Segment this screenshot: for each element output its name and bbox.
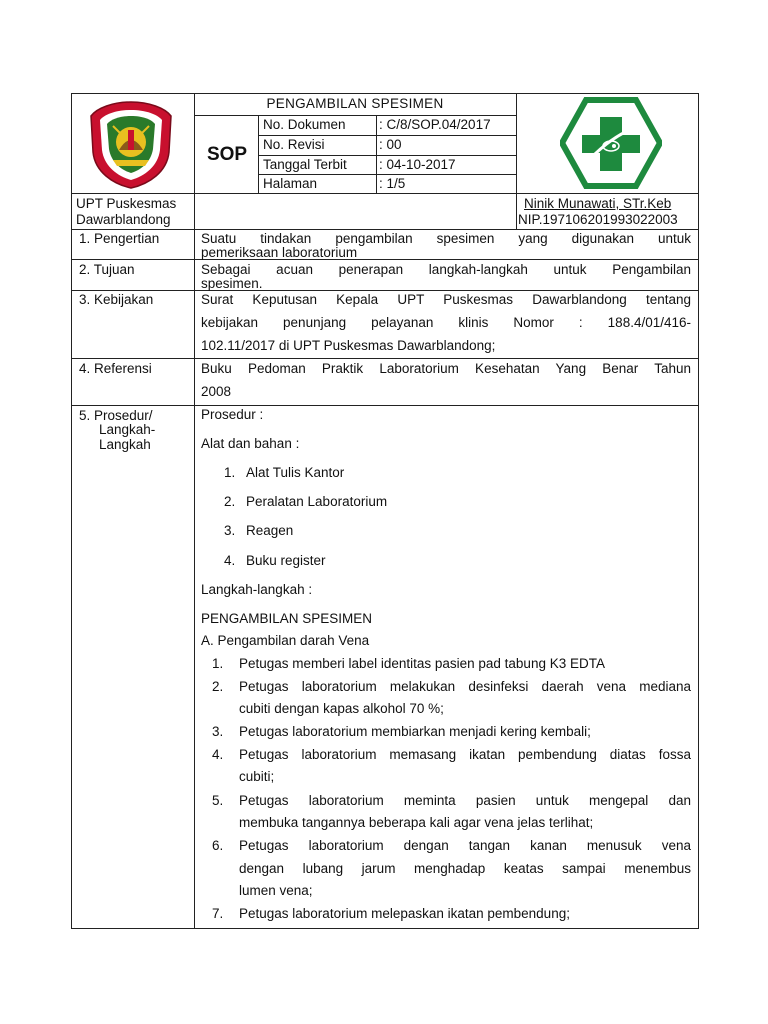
- tools-number: 4.: [224, 553, 236, 568]
- tools-heading: Alat dan bahan :: [201, 436, 300, 451]
- meta-label-no-dokumen: No. Dokumen: [263, 117, 346, 132]
- meta-label-halaman: Halaman: [263, 176, 318, 191]
- row-divider: [71, 229, 699, 230]
- row-divider: [71, 405, 699, 406]
- meta-value-no-revisi: : 00: [379, 137, 402, 152]
- step-number: 5.: [212, 793, 224, 808]
- tools-number: 3.: [224, 523, 236, 538]
- referensi-text-line2: 2008: [201, 384, 232, 399]
- meta-value-halaman: : 1/5: [379, 176, 406, 191]
- column-divider-meta: [376, 115, 377, 193]
- row-divider: [71, 358, 699, 359]
- table-border-left: [71, 93, 72, 929]
- section-label-prosedur: 5. Prosedur/: [79, 408, 153, 423]
- header-divider: [71, 193, 699, 194]
- step-7-text: Petugas laboratorium melepaskan ikatan pembendung;: [239, 906, 570, 921]
- meta-row-line: [258, 135, 516, 136]
- step-2-text-line2: cubiti dengan kapas alkohol 70 %;: [239, 701, 444, 716]
- step-number: 4.: [212, 747, 224, 762]
- column-divider-sign: [516, 93, 517, 229]
- meta-value-no-dokumen: : C/8/SOP.04/2017: [379, 117, 491, 132]
- step-number: 6.: [212, 838, 224, 853]
- regency-coat-of-arms-icon: [89, 100, 173, 190]
- step-6-text-line1: Petugas laboratorium dengan tangan kanan menusuk vena: [239, 838, 691, 853]
- column-divider-label: [194, 93, 195, 929]
- step-6-text-line3: lumen vena;: [239, 883, 313, 898]
- puskesmas-green-cross-icon: [560, 97, 662, 189]
- step-3-text: Petugas laboratorium membiarkan menjadi kering kembali;: [239, 724, 591, 739]
- meta-label-tanggal-terbit: Tanggal Terbit: [263, 157, 347, 172]
- procedure-subtitle: PENGAMBILAN SPESIMEN: [201, 611, 373, 626]
- signatory-name: Ninik Munawati, STr.Keb: [524, 196, 672, 211]
- section-label-referensi: 4. Referensi: [79, 361, 152, 376]
- meta-label-no-revisi: No. Revisi: [263, 137, 325, 152]
- section-label-prosedur-3: Langkah: [99, 437, 151, 452]
- step-number: 2.: [212, 679, 224, 694]
- tools-item: Reagen: [246, 523, 294, 538]
- step-number: 3.: [212, 724, 224, 739]
- meta-row-line: [258, 174, 516, 175]
- step-6-text-line2: dengan lubang jarum menghadap keatas sampai menembus: [239, 861, 691, 876]
- row-divider: [71, 290, 699, 291]
- section-label-tujuan: 2. Tujuan: [79, 262, 135, 277]
- meta-row-line: [258, 155, 516, 156]
- meta-value-tanggal-terbit: : 04-10-2017: [379, 157, 456, 172]
- step-5-text-line2: membuka tangannya beberapa kali agar vena jelas terlihat;: [239, 815, 594, 830]
- pengertian-text-line1: Suatu tindakan pengambilan spesimen yang digunakan untuk: [201, 231, 691, 246]
- step-2-text-line1: Petugas laboratorium melakukan desinfeksi daerah vena mediana: [239, 679, 691, 694]
- step-4-text-line1: Petugas laboratorium memasang ikatan pembendung diatas fossa: [239, 747, 691, 762]
- step-5-text-line1: Petugas laboratorium meminta pasien untuk mengepal dan: [239, 793, 691, 808]
- kebijakan-text-line2: kebijakan penunjang pelayanan klinis Nomor : 188.4/01/416-: [201, 315, 691, 330]
- tools-item: Alat Tulis Kantor: [246, 465, 345, 480]
- step-number: 1.: [212, 656, 224, 671]
- tujuan-text-line2: spesimen.: [201, 276, 263, 291]
- pengertian-text-line2: pemeriksaan laboratorium: [201, 245, 358, 260]
- title-underline: [194, 115, 516, 116]
- column-divider-sop: [258, 115, 259, 193]
- org-name-line1: UPT Puskesmas: [76, 196, 177, 211]
- step-4-text-line2: cubiti;: [239, 769, 275, 784]
- tujuan-text-line1: Sebagai acuan penerapan langkah-langkah untuk Pengambilan: [201, 262, 691, 277]
- kebijakan-text-line1: Surat Keputusan Kepala UPT Puskesmas Dawarblandong tentang: [201, 292, 691, 307]
- tools-number: 1.: [224, 465, 236, 480]
- step-number: 7.: [212, 906, 224, 921]
- referensi-text-line1: Buku Pedoman Praktik Laboratorium Kesehatan Yang Benar Tahun: [201, 361, 691, 376]
- tools-item: Buku register: [246, 553, 326, 568]
- signatory-nip: NIP.197106201993022003: [518, 212, 678, 227]
- tools-item: Peralatan Laboratorium: [246, 494, 388, 509]
- row-divider: [71, 259, 699, 260]
- tools-number: 2.: [224, 494, 236, 509]
- org-name-line2: Dawarblandong: [76, 212, 171, 227]
- table-border-right: [698, 93, 699, 929]
- sop-label: SOP: [206, 144, 248, 165]
- section-label-kebijakan: 3. Kebijakan: [79, 292, 154, 307]
- section-label-pengertian: 1. Pengertian: [79, 231, 160, 246]
- table-border-top: [71, 93, 699, 94]
- document-title: PENGAMBILAN SPESIMEN: [266, 96, 444, 111]
- step-1-text: Petugas memberi label identitas pasien pad tabung K3 EDTA: [239, 656, 605, 671]
- procedure-sub-a: A. Pengambilan darah Vena: [201, 633, 370, 648]
- prosedur-intro: Prosedur :: [201, 407, 264, 422]
- kebijakan-text-line3: 102.11/2017 di UPT Puskesmas Dawarblandong;: [201, 338, 496, 353]
- steps-heading: Langkah-langkah :: [201, 582, 313, 597]
- section-label-prosedur-2: Langkah-: [99, 422, 156, 437]
- table-border-bottom: [71, 928, 699, 929]
